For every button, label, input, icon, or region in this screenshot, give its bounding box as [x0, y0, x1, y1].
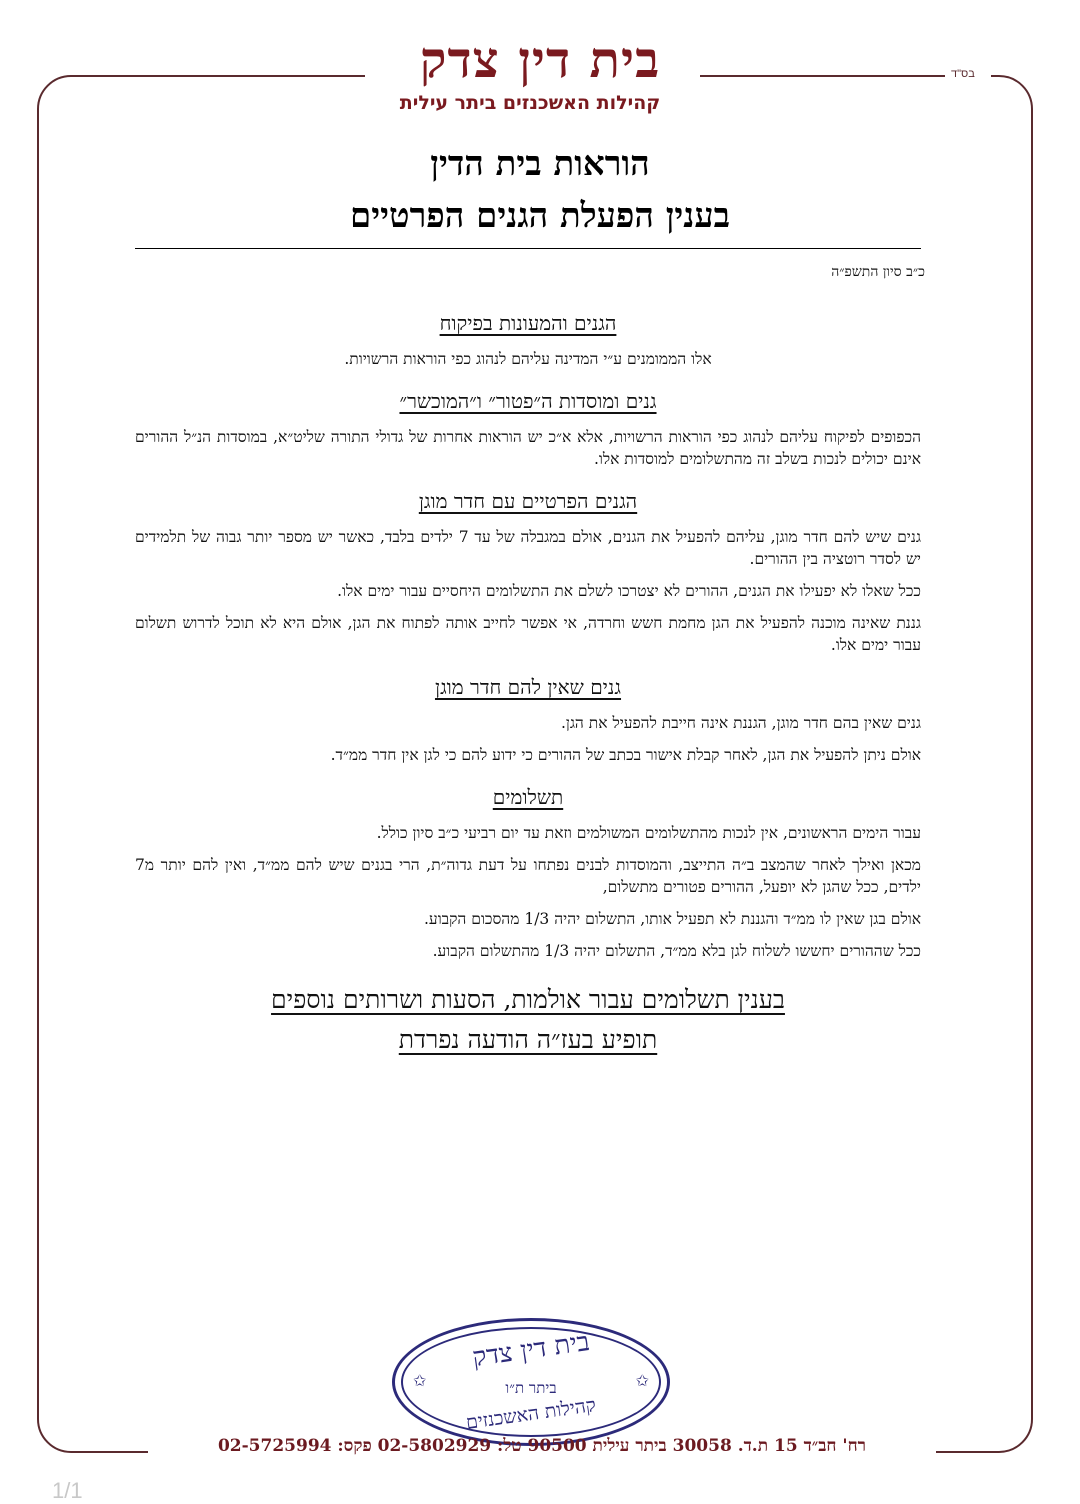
- bsd-mark: בס"ד: [951, 68, 975, 80]
- document-body: [135, 300, 921, 1060]
- stamp-line-1: בית דין צדק: [470, 1326, 592, 1374]
- paragraph: גנים שיש להם חדר מוגן, עליהם להפעיל את הגנים, אולם במגבלה של עד 7 ילדים בלבד, כאשר יש מספר יותר גבוה של תלמידים יש לסדר רוטציה בין ההורים.: [135, 528, 921, 568]
- section-heading: הגנים הפרטיים עם חדר מוגן: [418, 489, 638, 513]
- section-heading: גנים ומוסדות ה״פטור״ ו״המוכשר״: [399, 389, 657, 413]
- title-line-1: הוראות בית הדין: [430, 144, 650, 184]
- star-icon: ✩: [635, 1371, 649, 1390]
- document-date: כ״ב סיון התשפ״ה: [831, 264, 925, 280]
- paragraph: גנים שאין בהם חדר מוגן, הגננת אינה חייבת להפעיל את הגן.: [560, 714, 921, 732]
- star-icon: ✩: [413, 1371, 427, 1390]
- paragraph: אולם בגן שאין לו ממ״ד והגננת לא תפעיל אותו, התשלום יהיה 1/3 מהסכום הקבוע.: [424, 910, 921, 928]
- paragraph: הכפופים לפיקוח עליהם לנהוג כפי הוראות הרשויות, אלא א״כ יש הוראות אחרות של גדולי התורה שליט״א, במוסדות הנ״ל ההורים אינם יכולים לנכות בשלב זה מהתשלומים למוסדות אלו.: [135, 428, 921, 468]
- document-title: [130, 138, 950, 242]
- paragraph: גננת שאינה מוכנה להפעיל את הגן מחמת חשש וחרדה, אי אפשר לחייב אותה לפתוח את הגן, אולם היא לא תוכל לדרוש תשלום עבור ימים אלו.: [135, 614, 921, 654]
- title-divider: [135, 248, 921, 249]
- section-heading: הגנים והמעונות בפיקוח: [439, 311, 617, 335]
- section-heading: גנים שאין להם חדר מוגן: [434, 675, 622, 699]
- logo-title: בית דין צדק: [419, 30, 661, 89]
- paragraph: ככל שאלו לא יפעילו את הגנים, ההורים לא יצטרכו לשלם את התשלומים היחסיים עבור ימים אלו.: [337, 582, 921, 600]
- paragraph: אולם ניתן להפעיל את הגן, לאחר קבלת אישור בכתב של ההורים כי ידוע להם כי לגן אין חדר ממ״ד.: [330, 746, 921, 764]
- logo-subtitle: קהילות האשכנזים ביתר עילית: [399, 92, 661, 114]
- stamp-line-3: קהילות האשכנזים: [464, 1394, 598, 1435]
- paragraph: אלו הממומנים ע״י המדינה עליהם לנהוג כפי הוראות הרשויות.: [344, 350, 712, 368]
- title-line-2: בענין הפעלת הגנים הפרטיים: [349, 196, 730, 236]
- closing-heading-2: תופיע בעז״ה הודעה נפרדת: [398, 1025, 658, 1054]
- paragraph: ככל שההורים יחששו לשלוח לגן בלא ממ״ד, התשלום יהיה 1/3 מהתשלום הקבוע.: [432, 942, 921, 960]
- court-stamp: [392, 1318, 670, 1446]
- footer-address: רח' חב״ד 15 ת.ד. 30058 ביתר עילית 90500 טל: 02-5802929 פקס: 02-5725994: [217, 1436, 867, 1456]
- page-indicator: 1/1: [52, 1478, 83, 1503]
- section-heading: תשלומים: [492, 785, 564, 809]
- paragraph: מכאן ואילך לאחר שהמצב ב״ה התייצב, והמוסדות לבנים נפתחו על דעת גדוה״ת, הרי בגנים שיש להם ממ״ד, ואין להם יותר מ7 ילדים, ככל שהגן לא יופעל, ההורים פטורים מתשלום,: [135, 856, 921, 896]
- paragraph: עבור הימים הראשונים, אין לנכות מהתשלומים המשולמים וזאת עד יום רביעי כ״ב סיון כולל.: [376, 824, 921, 842]
- closing-heading-1: בענין תשלומים עבור אולמות, הסעות ושרותים נוספים: [271, 985, 785, 1014]
- stamp-line-2: ביתר ת״ו: [505, 1379, 557, 1397]
